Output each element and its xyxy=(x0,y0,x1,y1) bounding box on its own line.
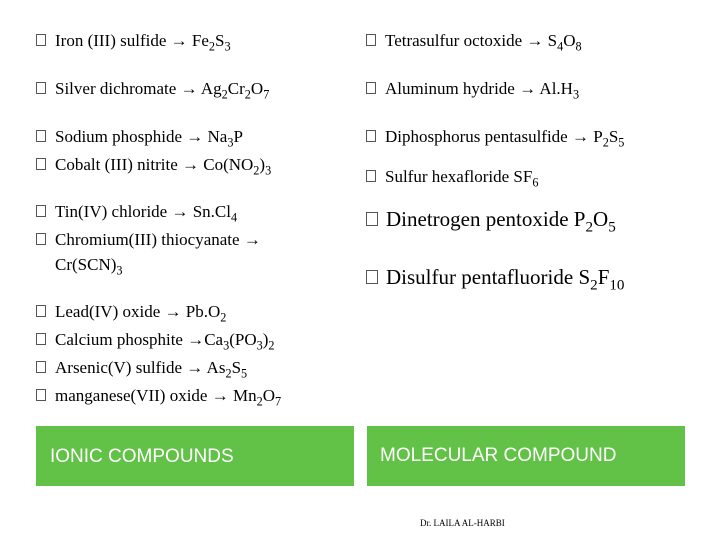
author-credit: Dr. LAILA AL-HARBI xyxy=(420,518,505,528)
formula-text: Arsenic(V) sulfide → $As_2S_5$ xyxy=(55,358,248,381)
molecular-compound-label: MOLECULAR COMPOUND xyxy=(380,445,617,466)
ionic-compounds-box xyxy=(36,426,354,486)
formula-text: manganese(VII) oxide → $Mn_2O_7$ xyxy=(55,386,282,409)
bullet-box-icon xyxy=(366,212,378,226)
formula-text: Iron (III) sulfide → $Fe_2S_3$ xyxy=(55,31,231,54)
ionic-compounds-label: IONIC COMPOUNDS xyxy=(50,446,234,467)
molecular-compound-box xyxy=(367,426,685,486)
formula-text: Chromium(III) thiocyanate → xyxy=(55,230,261,249)
bullet-box-icon xyxy=(366,170,376,182)
bullet-box-icon xyxy=(36,233,46,245)
bullet-box-icon xyxy=(36,82,46,94)
formula-text: Dinetrogen pentoxide $P_2O_5$ xyxy=(386,207,616,236)
formula-text: $Cr(SCN)_3$ xyxy=(55,255,123,278)
formula-text: Disulfur pentafluoride $S_2F_{10}$ xyxy=(386,265,625,294)
formula-text: Tetrasulfur octoxide → $S_4O_8$ xyxy=(385,31,582,54)
formula-text: Silver dichromate → $Ag_2Cr_2O_7$ xyxy=(55,79,270,102)
bullet-box-icon xyxy=(366,34,376,46)
bullet-box-icon xyxy=(36,34,46,46)
bullet-box-icon xyxy=(36,305,46,317)
bullet-box-icon xyxy=(36,361,46,373)
bullet-box-icon xyxy=(366,130,376,142)
bullet-box-icon xyxy=(36,389,46,401)
bullet-box-icon xyxy=(36,333,46,345)
formula-text: Tin(IV) chloride → $Sn.Cl_4$ xyxy=(55,202,238,225)
formula-text: Sulfur hexafloride $SF_6$ xyxy=(385,167,539,190)
formula-text: Sodium phosphide → $Na_3P$ xyxy=(55,127,243,150)
bullet-box-icon xyxy=(36,130,46,142)
formula-text: Lead(IV) oxide → $Pb.O_2$ xyxy=(55,302,227,325)
formula-text: Aluminum hydride → $Al.H_3$ xyxy=(385,79,580,102)
bullet-box-icon xyxy=(36,158,46,170)
formula-text: Cobalt (III) nitrite → $Co(NO_2)_3$ xyxy=(55,155,272,178)
bullet-box-icon xyxy=(366,270,378,284)
formula-text: Calcium phosphite $\to Ca_3(PO_3)_2$ xyxy=(55,330,275,353)
formula-text: Diphosphorus pentasulfide → $P_2S_5$ xyxy=(385,127,625,150)
bullet-box-icon xyxy=(36,205,46,217)
bullet-box-icon xyxy=(366,82,376,94)
